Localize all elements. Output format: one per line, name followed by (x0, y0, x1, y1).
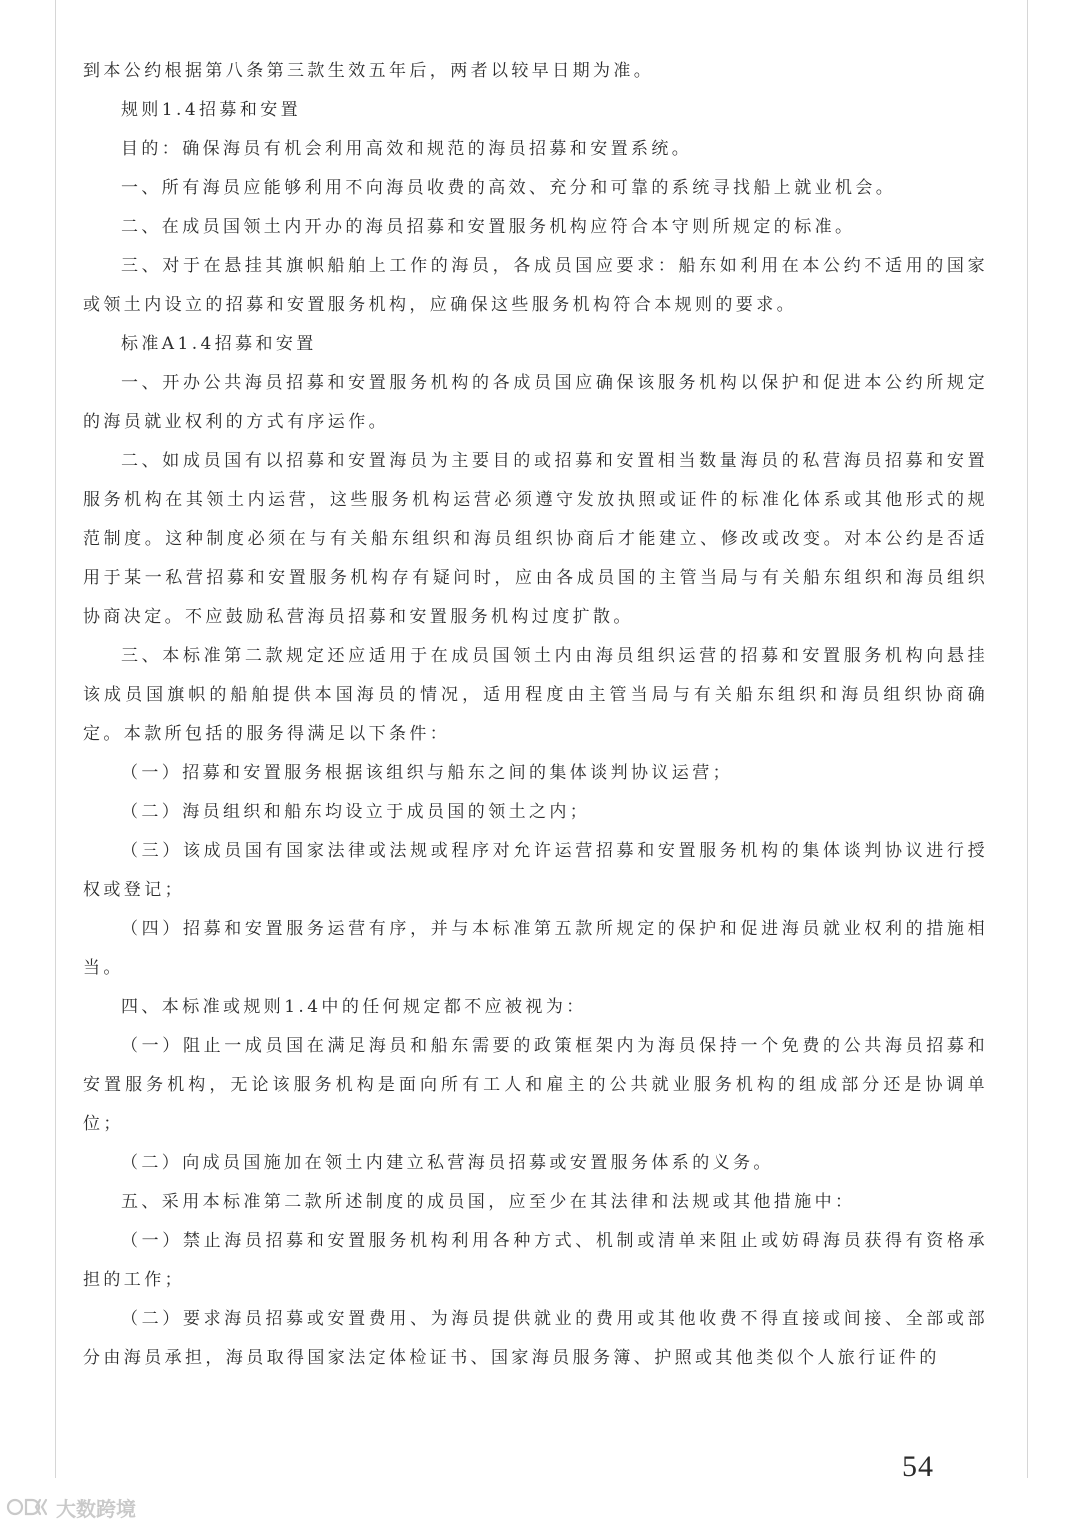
list-item: （二）海员组织和船东均设立于成员国的领土之内； (121, 802, 591, 822)
paragraph: 一、所有海员应能够利用不向海员收费的高效、充分和可靠的系统寻找船上就业机会。 (121, 178, 897, 198)
paragraph: 四、本标准或规则1.4中的任何规定都不应被视为： (121, 997, 587, 1017)
paragraph: 到本公约根据第八条第三款生效五年后，两者以较早日期为准。 (83, 61, 655, 81)
paragraph: 三、本标准第二款规定还应适用于在成员国领土内由海员组织运营的招募和安置服务机构向悬挂该成员国旗帜的船舶提供本国海员的情况，适用程度由主管当局与有关船东组织和海员组织协商确定。本款所包括的服务得满足以下条件： (83, 646, 988, 744)
paragraph: 二、在成员国领土内开办的海员招募和安置服务机构应符合本守则所规定的标准。 (121, 217, 856, 237)
watermark (6, 1492, 136, 1522)
list-item: （二）要求海员招募或安置费用、为海员提供就业的费用或其他收费不得直接或间接、全部或部分由海员承担，海员取得国家法定体检证书、国家海员服务簿、护照或其他类似个人旅行证件的 (83, 1309, 988, 1368)
list-item: （二）向成员国施加在领土内建立私营海员招募或安置服务体系的义务。 (121, 1153, 774, 1173)
list-item: （四）招募和安置服务运营有序，并与本标准第五款所规定的保护和促进海员就业权利的措施相当。 (83, 919, 988, 978)
list-item: （三）该成员国有国家法律或法规或程序对允许运营招募和安置服务机构的集体谈判协议进行授权或登记； (83, 841, 988, 900)
paragraph: 一、开办公共海员招募和安置服务机构的各成员国应确保该服务机构以保护和促进本公约所规定的海员就业权利的方式有序运作。 (83, 373, 988, 432)
paragraph: 目的：确保海员有机会利用高效和规范的海员招募和安置系统。 (121, 139, 693, 159)
list-item: （一）招募和安置服务根据该组织与船东之间的集体谈判协议运营； (121, 763, 733, 783)
watermark-text: 大数跨境 (56, 1496, 136, 1521)
page-right-edge (1027, 0, 1028, 1478)
section-heading: 规则1.4招募和安置 (121, 100, 302, 120)
list-item: （一）禁止海员招募和安置服务机构利用各种方式、机制或清单来阻止或妨碍海员获得有资格承担的工作； (83, 1231, 988, 1290)
ddk-logo-icon (6, 1494, 50, 1520)
paragraph: 三、对于在悬挂其旗帜船舶上工作的海员，各成员国应要求：船东如利用在本公约不适用的国家或领土内设立的招募和安置服务机构，应确保这些服务机构符合本规则的要求。 (83, 256, 988, 315)
paragraph: 二、如成员国有以招募和安置海员为主要目的或招募和安置相当数量海员的私营海员招募和安置服务机构在其领土内运营，这些服务机构运营必须遵守发放执照或证件的标准化体系或其他形式的规范制度。这种制度必须在与有关船东组织和海员组织协商后才能建立、修改或改变。对本公约是否适用于某一私营招募和安置服务机构存有疑问时，应由各成员国的主管当局与有关船东组织和海员组织协商决定。不应鼓励私营海员招募和安置服务机构过度扩散。 (83, 451, 988, 627)
section-heading: 标准A1.4招募和安置 (121, 334, 317, 354)
paragraph: 五、采用本标准第二款所述制度的成员国，应至少在其法律和法规或其他措施中： (121, 1192, 856, 1212)
document-body (83, 52, 988, 1378)
list-item: （一）阻止一成员国在满足海员和船东需要的政策框架内为海员保持一个免费的公共海员招募和安置服务机构，无论该服务机构是面向所有工人和雇主的公共就业服务机构的组成部分还是协调单位； (83, 1036, 988, 1134)
page-left-edge (55, 0, 56, 1478)
page-number: 54 (902, 1450, 934, 1483)
